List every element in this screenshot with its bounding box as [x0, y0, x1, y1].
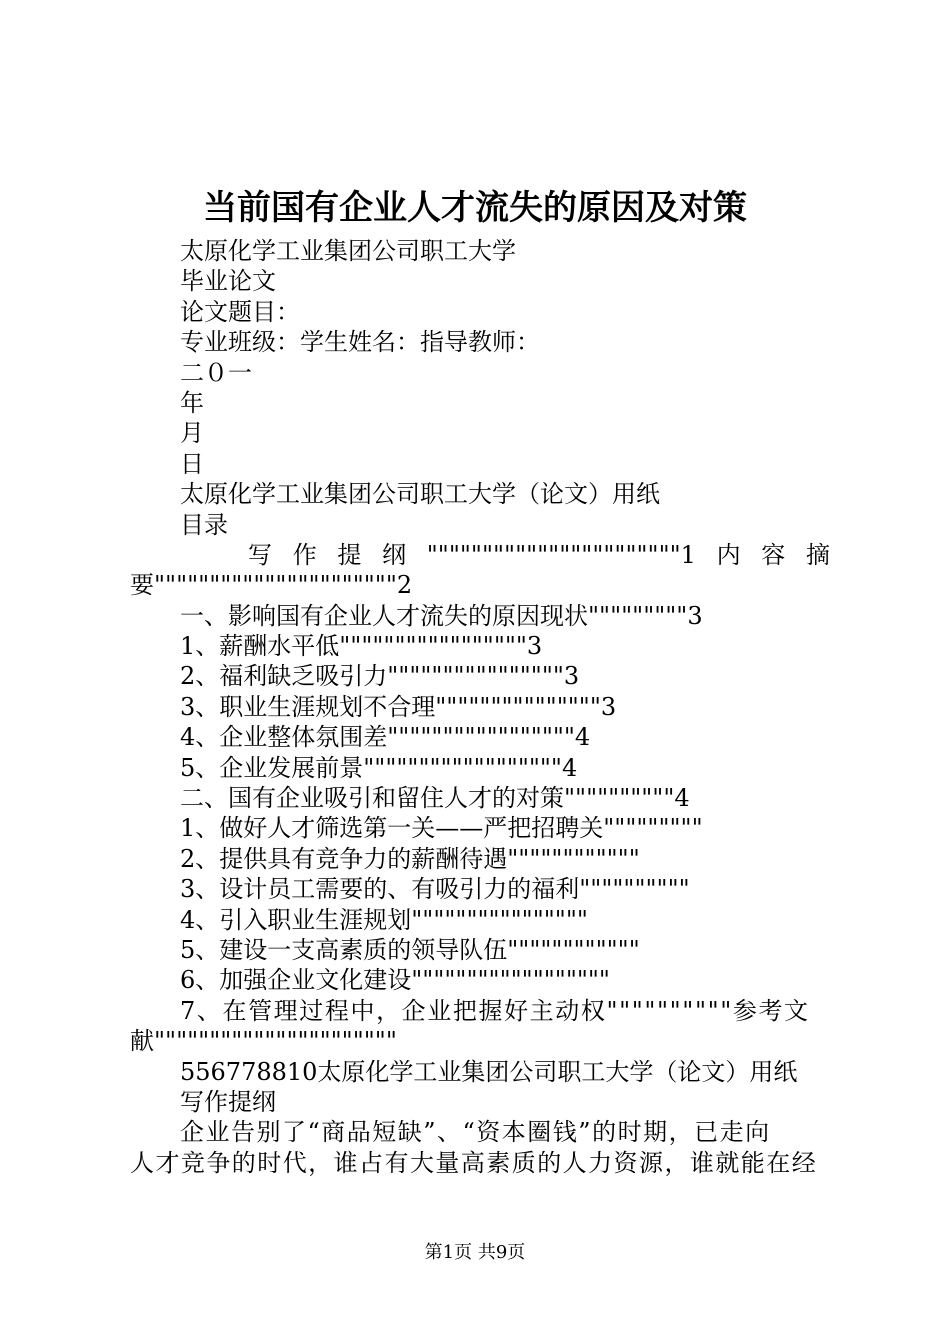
toc-line-part: 作 — [292, 540, 317, 569]
cover-year: 年 — [180, 388, 204, 417]
toc-line-part: 容 — [761, 540, 786, 569]
toc-line-part: 纲 — [382, 540, 407, 569]
toc-line-part: 提 — [337, 540, 362, 569]
toc-line-part: """""""""""""""""""""""1 — [426, 540, 696, 569]
toc-line-abstract: 要""""""""""""""""""""""2 — [130, 571, 413, 600]
toc-item: 3、设计员工需要的、有吸引力的福利"""""""""" — [180, 875, 690, 904]
page-title: 当前国有企业人才流失的原因及对策 — [203, 188, 747, 228]
toc-item: 5、建设一支高素质的领导队伍"""""""""""" — [180, 935, 640, 964]
toc-item: 4、引入职业生涯规划"""""""""""""""" — [180, 905, 588, 934]
toc-line-part: 写 — [248, 540, 272, 569]
toc-item: 5、企业发展前景""""""""""""""""""4 — [180, 753, 578, 782]
toc-item: 2、提供具有竞争力的薪酬待遇"""""""""""" — [180, 844, 640, 873]
toc-item: 6、加强企业文化建设"""""""""""""""""" — [180, 966, 610, 995]
toc-item: 一、影响国有企业人才流失的原因现状"""""""""3 — [180, 601, 703, 630]
paragraph-line: 企业告别了“商品短缺”、“资本圈钱”的时期，已走向 — [180, 1118, 771, 1147]
paragraph-line: 人才竞争的时代，谁占有大量高素质的人力资源，谁就能在经 — [130, 1148, 818, 1177]
cover-thesis-title-label: 论文题目： — [180, 297, 300, 326]
cover-year-prefix: 二０一 — [180, 358, 252, 387]
toc-item: 2、福利缺乏吸引力""""""""""""""""3 — [180, 662, 580, 691]
cover-info-labels: 专业班级：学生姓名：指导教师： — [180, 328, 540, 357]
cover-school: 太原化学工业集团公司职工大学 — [180, 237, 516, 265]
toc-line-part: 摘 — [805, 540, 830, 569]
page-footer: 第1页 共9页 — [424, 1242, 526, 1263]
page-numbers-line: 556778810太原化学工业集团公司职工大学（论文）用纸 — [180, 1057, 798, 1086]
toc-heading: 目录 — [180, 510, 228, 539]
toc-item: 3、职业生涯规划不合理"""""""""""""""3 — [180, 692, 617, 721]
toc-item-7-line1: 7、在管理过程中，企业把握好主动权""""""""""参考文 — [180, 996, 810, 1025]
toc-item: 1、做好人才筛选第一关——严把招聘关""""""""" — [180, 814, 703, 843]
toc-item: 1、薪酬水平低"""""""""""""""""3 — [180, 632, 543, 661]
toc-item: 二、国有企业吸引和留住人才的对策""""""""""4 — [180, 784, 690, 813]
cover-month: 月 — [180, 419, 204, 448]
toc-item: 4、企业整体氛围差"""""""""""""""""4 — [180, 723, 591, 752]
cover-day: 日 — [180, 449, 204, 478]
document-body — [130, 236, 830, 1178]
paper-header: 太原化学工业集团公司职工大学（论文）用纸 — [180, 480, 660, 509]
cover-doc-type: 毕业论文 — [180, 267, 276, 296]
toc-item-7-line2: 献"""""""""""""""""""""" — [130, 1027, 397, 1056]
outline-heading: 写作提纲 — [180, 1087, 276, 1116]
toc-line-part: 内 — [716, 540, 741, 569]
toc-line-outline — [130, 540, 830, 570]
